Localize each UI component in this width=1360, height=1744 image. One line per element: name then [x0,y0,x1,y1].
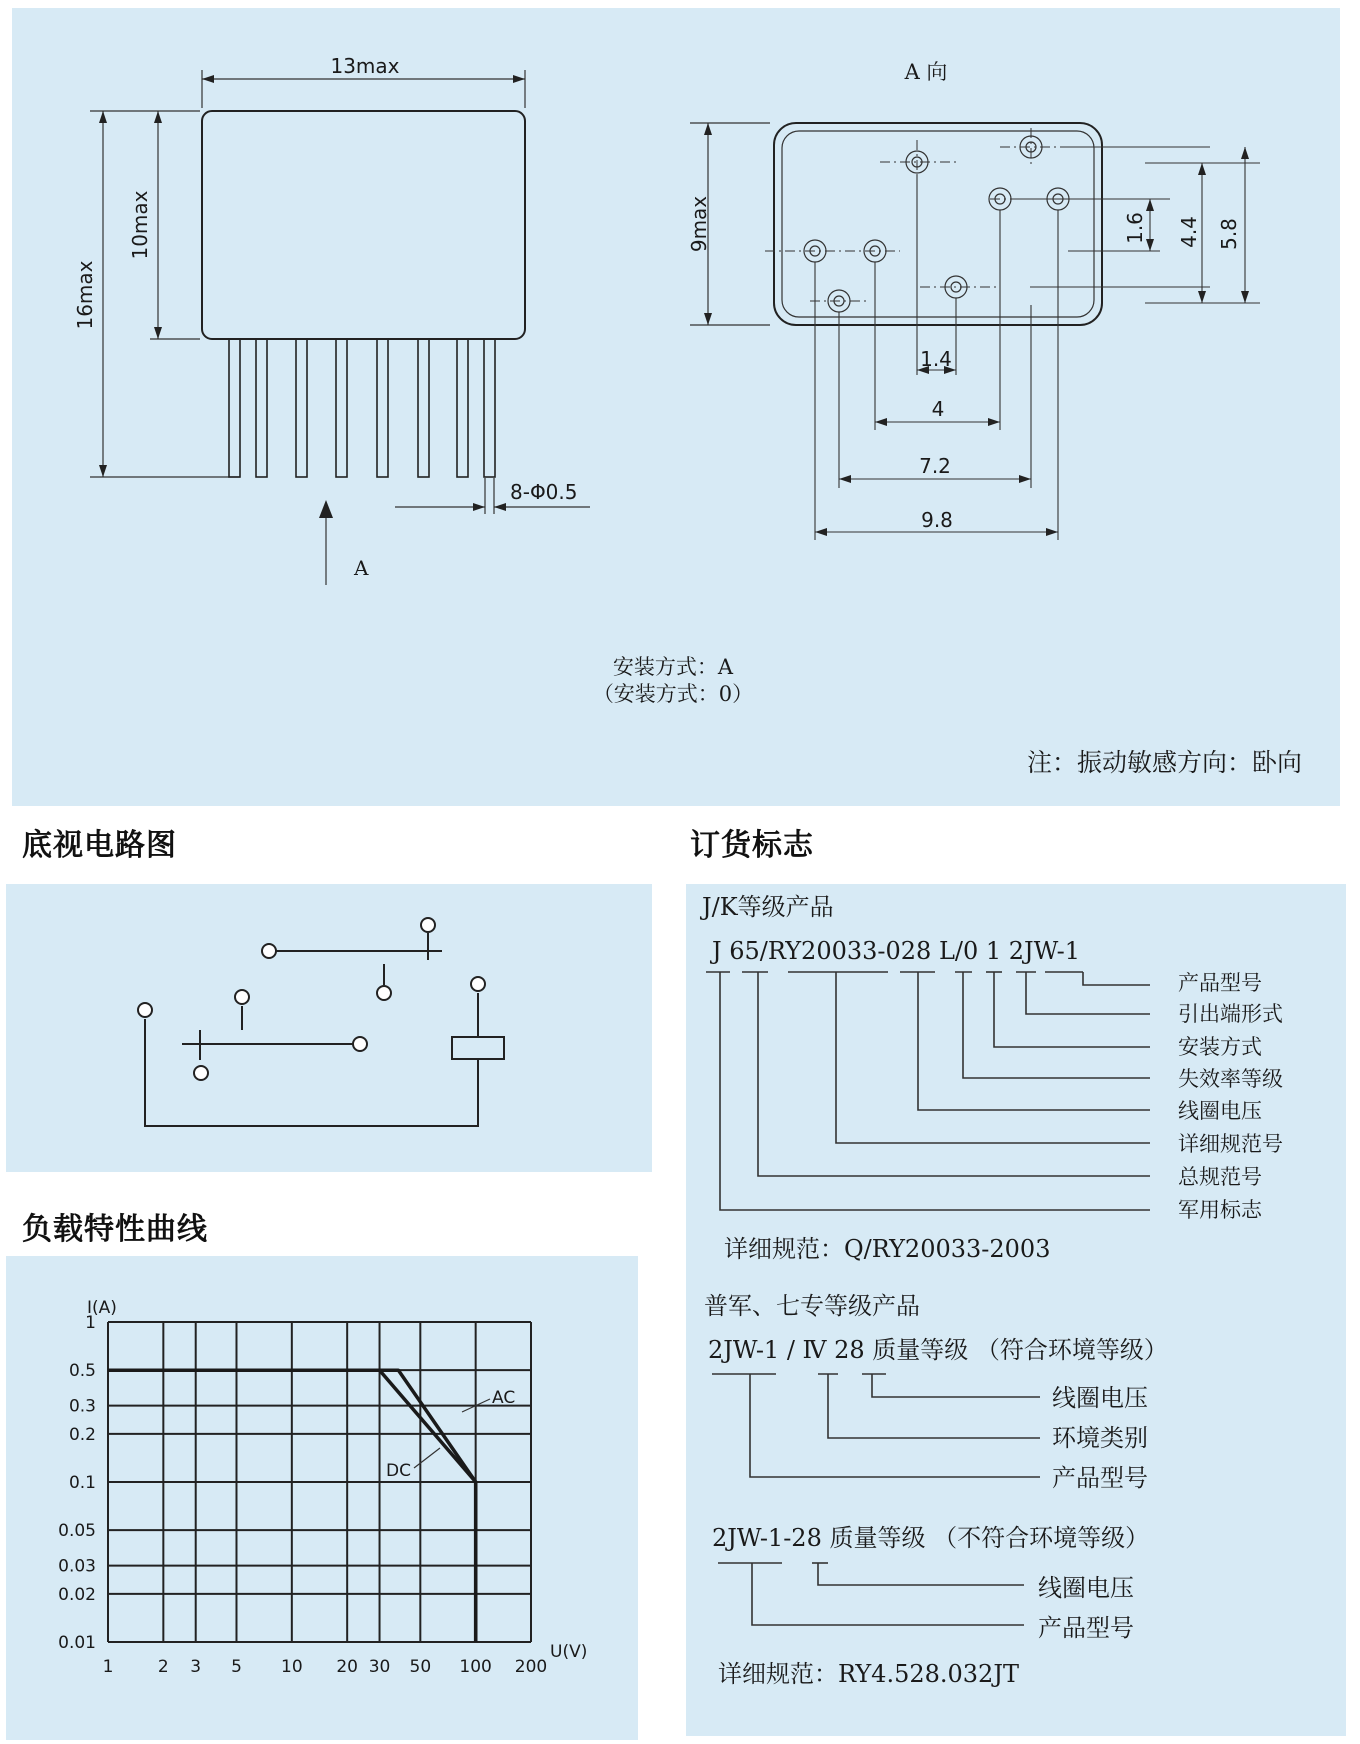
dim-label-1-6: 1.6 [1123,212,1147,244]
y-tick-label: 0.01 [58,1633,96,1653]
order-label: 产品型号 [1052,1464,1148,1492]
view-arrow-label: A [354,556,369,580]
block2-labels [1052,1384,1148,1492]
x-tick-label: 5 [231,1657,242,1677]
x-tick-label: 10 [281,1657,303,1677]
y-tick-label: 0.03 [58,1556,96,1577]
order-label: 线圈电压 [1038,1574,1134,1602]
view-a-title: A 向 [904,60,948,84]
x-tick-label: 200 [514,1657,548,1677]
block1-heading: J/K等级产品 [702,893,834,921]
block3-labels [1038,1574,1134,1642]
view-a-height-label: 9max [687,195,711,253]
mounting-type-0: （安装方式：0） [592,682,754,706]
order-label: 环境类别 [1052,1424,1148,1452]
x-axis-label: U(V) [550,1642,588,1662]
x-tick-label: 20 [336,1657,358,1677]
series-label-dc: DC [386,1461,411,1481]
block1-labels [1178,971,1283,1222]
x-tick-label: 50 [409,1657,432,1677]
y-tick-label: 0.05 [58,1521,96,1542]
series-label-ac: AC [492,1388,516,1408]
mounting-type-a: 安装方式：A [612,655,734,679]
order-label: 产品型号 [1038,1614,1134,1642]
order-label: 安装方式 [1178,1035,1262,1059]
block1-leader-lines [706,972,1150,1210]
load-curve-title: 负载特性曲线 [22,1212,208,1247]
order-label: 详细规范号 [1178,1132,1283,1156]
x-tick-label: 1 [102,1657,114,1677]
ordering-title: 订货标志 [690,828,814,863]
block3-spec: 详细规范：RY4.528.032JT [718,1660,1019,1688]
dim-label-7-2: 7.2 [919,454,951,478]
body-height-label: 10max [128,190,152,260]
order-label: 军用标志 [1178,1198,1262,1222]
x-tick-label: 30 [368,1657,391,1677]
dim-label-4: 4 [931,397,945,421]
x-tick-label: 100 [459,1657,492,1677]
y-tick-label: 0.1 [68,1473,96,1493]
width-label: 13max [330,54,400,78]
dim-label-1-4: 1.4 [920,347,952,371]
pin-diameter-label: 8-Φ0.5 [510,480,578,504]
y-tick-label: 0.5 [68,1361,96,1382]
x-tick-label: 2 [157,1657,169,1677]
y-axis-label: I(A) [87,1298,117,1318]
order-label: 失效率等级 [1178,1067,1283,1091]
y-tick-label: 1 [85,1313,96,1333]
y-tick-label: 0.02 [58,1584,96,1605]
total-height-label: 16max [73,260,97,330]
vibration-note: 注：振动敏感方向：卧向 [1026,748,1302,777]
order-label: 产品型号 [1178,971,1262,995]
order-label: 引出端形式 [1178,1002,1283,1026]
x-tick-label: 3 [190,1657,202,1677]
order-label: 线圈电压 [1178,1099,1262,1123]
y-tick-label: 0.3 [68,1396,96,1417]
block3-leader-lines [718,1563,1024,1625]
order-label: 总规范号 [1178,1165,1262,1189]
circuit-title: 底视电路图 [22,828,177,863]
block3-code: 2JW-1-28 质量等级 （不符合环境等级） [712,1524,1150,1552]
dim-label-4-4: 4.4 [1177,216,1201,248]
dim-label-5-8: 5.8 [1217,218,1241,250]
block2-leader-lines [712,1374,1040,1477]
order-label: 线圈电压 [1052,1384,1148,1412]
dim-label-9-8: 9.8 [921,508,953,532]
block2-code: 2JW-1 / Ⅳ 28 质量等级 （符合环境等级） [708,1336,1168,1364]
block1-spec: 详细规范：Q/RY20033-2003 [724,1235,1051,1263]
y-tick-label: 0.2 [68,1424,96,1445]
block2-heading: 普军、七专等级产品 [704,1292,920,1320]
block1-code: J 65/RY20033-028 L/0 1 2JW-1 [712,937,1080,965]
